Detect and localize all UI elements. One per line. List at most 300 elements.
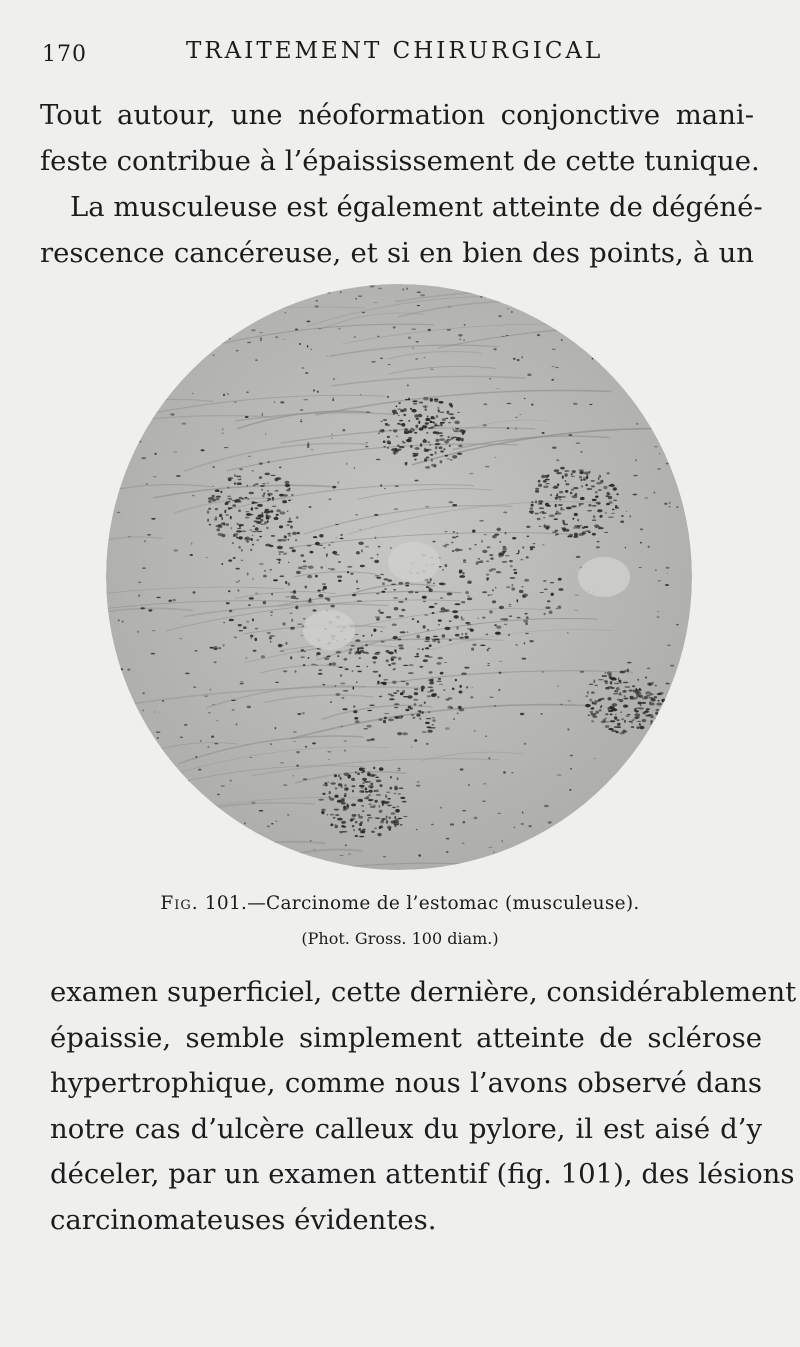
cell-nucleus: [461, 633, 463, 635]
cell-nucleus: [653, 842, 657, 844]
cell-nucleus: [143, 692, 145, 694]
cell-nucleus: [449, 403, 453, 406]
cell-nucleus: [267, 825, 270, 827]
cell-nucleus: [403, 414, 406, 416]
cell-nucleus: [208, 500, 211, 503]
cell-nucleus: [244, 324, 248, 325]
cell-nucleus: [435, 451, 437, 454]
cell-nucleus: [506, 335, 509, 336]
cell-nucleus: [639, 723, 641, 725]
cell-nucleus: [428, 687, 434, 689]
cell-nucleus: [573, 403, 578, 405]
cell-nucleus: [444, 662, 447, 663]
cell-nucleus: [331, 542, 335, 543]
cell-nucleus: [149, 747, 150, 748]
cell-nucleus: [280, 511, 286, 514]
cell-nucleus: [311, 349, 313, 350]
cell-nucleus: [438, 409, 440, 412]
cell-nucleus: [380, 484, 382, 487]
cell-nucleus: [342, 831, 348, 833]
cell-nucleus: [255, 849, 257, 851]
cell-nucleus: [566, 507, 572, 510]
cell-nucleus: [276, 509, 281, 512]
cell-nucleus: [450, 417, 455, 420]
cell-nucleus: [628, 690, 633, 691]
cell-nucleus: [263, 601, 266, 605]
cell-nucleus: [326, 553, 328, 555]
cell-nucleus: [607, 494, 611, 495]
cell-nucleus: [545, 479, 550, 481]
cell-nucleus: [352, 790, 354, 793]
cell-nucleus: [287, 521, 292, 523]
cell-nucleus: [276, 559, 281, 561]
cell-nucleus: [107, 840, 109, 842]
cell-nucleus: [508, 606, 511, 607]
cell-nucleus: [399, 423, 404, 425]
cell-nucleus: [133, 713, 137, 715]
cell-nucleus: [359, 785, 365, 788]
cell-nucleus: [600, 698, 604, 700]
cell-nucleus: [151, 518, 155, 520]
cell-nucleus: [593, 515, 595, 518]
cell-nucleus: [239, 525, 241, 528]
cell-nucleus: [379, 767, 384, 771]
cell-nucleus: [597, 509, 602, 512]
cell-nucleus: [414, 739, 417, 742]
cell-nucleus: [379, 805, 381, 808]
cell-nucleus: [430, 421, 433, 424]
cell-nucleus: [334, 809, 340, 811]
cell-nucleus: [247, 485, 249, 487]
cell-nucleus: [498, 661, 502, 662]
cell-nucleus: [237, 528, 241, 529]
cell-nucleus: [216, 720, 219, 721]
cell-nucleus: [506, 586, 511, 588]
cell-nucleus: [518, 550, 520, 553]
cell-nucleus: [147, 534, 151, 536]
cell-nucleus: [327, 664, 329, 665]
cell-nucleus: [366, 442, 369, 443]
cell-nucleus: [423, 397, 429, 401]
cell-nucleus: [540, 850, 543, 852]
cell-nucleus: [625, 547, 626, 549]
cell-nucleus: [672, 410, 675, 412]
cell-nucleus: [342, 826, 346, 828]
cell-nucleus: [599, 709, 602, 711]
cell-nucleus: [356, 588, 359, 589]
cell-nucleus: [412, 347, 413, 349]
cell-nucleus: [347, 805, 349, 808]
cell-nucleus: [414, 688, 418, 690]
cell-nucleus: [212, 355, 215, 356]
cell-nucleus: [207, 510, 210, 514]
cell-nucleus: [225, 523, 229, 526]
cell-nucleus: [690, 674, 694, 676]
cell-nucleus: [259, 462, 263, 464]
cell-nucleus: [487, 546, 491, 548]
cell-nucleus: [276, 477, 282, 480]
cell-nucleus: [407, 695, 412, 698]
cell-nucleus: [415, 425, 418, 428]
cell-nucleus: [651, 698, 656, 701]
cell-nucleus: [608, 728, 613, 730]
cell-nucleus: [315, 665, 318, 666]
cell-nucleus: [538, 480, 541, 483]
cell-nucleus: [586, 530, 591, 532]
cell-nucleus: [440, 597, 444, 598]
cell-nucleus: [300, 421, 302, 422]
cell-nucleus: [379, 696, 382, 698]
cell-nucleus: [577, 519, 579, 522]
cell-nucleus: [414, 692, 418, 695]
cell-nucleus: [509, 616, 512, 617]
cell-nucleus: [362, 635, 364, 637]
cell-nucleus: [689, 705, 691, 707]
cell-nucleus: [285, 642, 287, 645]
cell-nucleus: [633, 494, 638, 496]
cell-nucleus: [420, 294, 425, 296]
cell-nucleus: [256, 539, 259, 541]
cell-nucleus: [368, 790, 372, 793]
cell-nucleus: [640, 528, 643, 530]
cell-nucleus: [162, 700, 164, 702]
cell-nucleus: [623, 705, 628, 708]
cell-nucleus: [440, 460, 443, 463]
cell-nucleus: [507, 427, 509, 429]
cell-nucleus: [446, 851, 449, 852]
cell-nucleus: [576, 556, 581, 558]
cell-nucleus: [106, 715, 109, 716]
cell-nucleus: [459, 570, 463, 573]
cell-nucleus: [426, 586, 429, 588]
cell-nucleus: [655, 569, 657, 571]
cell-nucleus: [355, 835, 359, 837]
cell-nucleus: [340, 291, 342, 293]
cell-nucleus: [555, 513, 557, 515]
cell-nucleus: [356, 681, 358, 683]
cell-nucleus: [649, 703, 655, 706]
cell-nucleus: [588, 504, 591, 507]
cell-nucleus: [387, 579, 392, 581]
cell-nucleus: [530, 547, 533, 550]
cell-nucleus: [447, 329, 452, 330]
cell-nucleus: [300, 635, 303, 636]
cell-nucleus: [364, 781, 370, 783]
cell-nucleus: [573, 536, 577, 538]
cell-nucleus: [335, 869, 339, 871]
cell-nucleus: [266, 527, 269, 530]
cell-nucleus: [355, 634, 359, 635]
cell-nucleus: [297, 624, 302, 625]
cell-nucleus: [382, 582, 385, 585]
cell-nucleus: [141, 607, 145, 609]
cell-nucleus: [370, 783, 373, 785]
cell-nucleus: [271, 535, 275, 537]
cell-nucleus: [267, 490, 269, 492]
cell-nucleus: [585, 695, 588, 697]
cell-nucleus: [483, 783, 487, 784]
cell-nucleus: [415, 358, 418, 359]
cell-nucleus: [269, 637, 272, 640]
cell-nucleus: [642, 697, 645, 699]
cell-nucleus: [666, 567, 670, 569]
cell-nucleus: [692, 831, 694, 834]
cell-nucleus: [426, 457, 430, 459]
cell-nucleus: [323, 784, 327, 786]
cell-nucleus: [357, 773, 360, 775]
cell-nucleus: [453, 718, 455, 720]
cell-nucleus: [316, 300, 319, 302]
cell-nucleus: [411, 714, 414, 715]
cell-nucleus: [692, 626, 694, 628]
cell-nucleus: [581, 479, 583, 481]
cell-nucleus: [396, 405, 398, 407]
cell-nucleus: [448, 307, 452, 308]
cell-nucleus: [457, 438, 461, 441]
cell-nucleus: [172, 372, 175, 373]
cell-nucleus: [142, 568, 146, 569]
cell-nucleus: [430, 578, 432, 581]
cell-nucleus: [365, 546, 369, 547]
cell-nucleus: [511, 587, 515, 590]
cell-nucleus: [355, 821, 358, 823]
cell-nucleus: [129, 869, 131, 871]
cell-nucleus: [152, 772, 154, 774]
cell-nucleus: [490, 557, 494, 560]
cell-nucleus: [346, 788, 348, 790]
cell-nucleus: [293, 741, 295, 742]
cell-nucleus: [412, 400, 418, 402]
cell-nucleus: [204, 354, 208, 355]
cell-nucleus: [496, 626, 501, 629]
cell-nucleus: [395, 485, 399, 487]
cell-nucleus: [479, 520, 484, 522]
cell-nucleus: [293, 590, 296, 594]
cell-nucleus: [554, 518, 558, 520]
cell-nucleus: [668, 506, 671, 507]
cell-nucleus: [582, 527, 585, 529]
cell-nucleus: [688, 527, 689, 529]
cell-nucleus: [108, 428, 111, 429]
cell-nucleus: [423, 405, 428, 407]
cell-nucleus: [514, 572, 517, 574]
cell-nucleus: [482, 801, 486, 802]
cell-nucleus: [221, 517, 223, 520]
cell-nucleus: [261, 655, 265, 658]
cell-nucleus: [380, 825, 383, 828]
cell-nucleus: [488, 648, 491, 649]
cell-nucleus: [351, 778, 355, 781]
cell-nucleus: [218, 647, 222, 649]
cell-nucleus: [384, 578, 389, 580]
cell-nucleus: [459, 685, 462, 688]
cell-nucleus: [535, 490, 539, 493]
cell-nucleus: [449, 413, 455, 415]
cell-nucleus: [564, 473, 567, 477]
cell-nucleus: [193, 591, 196, 593]
cell-nucleus: [246, 511, 250, 512]
cell-nucleus: [272, 500, 274, 501]
cell-nucleus: [613, 693, 618, 695]
cell-nucleus: [228, 501, 230, 503]
cell-nucleus: [614, 726, 620, 728]
cell-nucleus: [337, 818, 343, 821]
cell-nucleus: [255, 593, 259, 595]
cell-nucleus: [378, 432, 380, 434]
cell-nucleus: [587, 807, 591, 808]
cell-nucleus: [479, 288, 483, 290]
cell-nucleus: [666, 683, 670, 685]
cell-nucleus: [241, 530, 246, 532]
cell-nucleus: [614, 716, 617, 719]
cell-nucleus: [432, 639, 436, 642]
cell-nucleus: [275, 336, 278, 338]
cell-nucleus: [359, 836, 364, 838]
cell-nucleus: [604, 718, 606, 720]
cell-nucleus: [290, 656, 292, 659]
cell-nucleus: [280, 762, 284, 763]
cell-nucleus: [252, 535, 254, 536]
cell-nucleus: [151, 653, 156, 655]
cell-nucleus: [389, 651, 394, 654]
cell-nucleus: [464, 324, 466, 326]
cell-nucleus: [513, 569, 517, 571]
cell-nucleus: [462, 430, 465, 433]
cell-nucleus: [140, 377, 144, 380]
cell-nucleus: [271, 475, 276, 476]
cell-nucleus: [434, 398, 439, 400]
cell-nucleus: [521, 823, 525, 825]
cell-nucleus: [214, 859, 218, 860]
cell-nucleus: [367, 814, 372, 816]
cell-nucleus: [623, 698, 628, 700]
cell-nucleus: [351, 645, 355, 647]
cell-nucleus: [363, 728, 368, 729]
cell-nucleus: [396, 436, 399, 437]
cell-nucleus: [679, 417, 682, 418]
cell-nucleus: [524, 642, 526, 644]
cell-nucleus: [388, 798, 391, 800]
cell-nucleus: [355, 514, 358, 515]
cell-nucleus: [275, 727, 277, 729]
cell-nucleus: [616, 687, 620, 690]
cell-nucleus: [685, 808, 689, 810]
cell-nucleus: [611, 484, 614, 488]
cell-nucleus: [522, 811, 523, 813]
cell-nucleus: [622, 851, 623, 853]
cell-nucleus: [655, 718, 658, 720]
text-line: feste contribue à l’épaississement de cette tunique.: [40, 145, 760, 177]
cell-nucleus: [644, 498, 648, 499]
cell-nucleus: [438, 678, 441, 680]
cell-nucleus: [330, 701, 332, 703]
cell-nucleus: [377, 554, 379, 556]
cell-nucleus: [229, 619, 234, 621]
cell-nucleus: [581, 485, 583, 487]
cell-nucleus: [589, 684, 594, 685]
cell-nucleus: [398, 415, 400, 416]
cell-nucleus: [412, 618, 415, 620]
cell-nucleus: [351, 818, 355, 821]
cell-nucleus: [152, 774, 155, 776]
cell-nucleus: [563, 521, 565, 525]
cell-nucleus: [255, 507, 259, 509]
cell-nucleus: [449, 501, 454, 503]
cell-nucleus: [631, 721, 633, 724]
cell-nucleus: [226, 602, 230, 604]
cell-nucleus: [591, 485, 595, 487]
cell-nucleus: [659, 453, 660, 455]
cell-nucleus: [223, 622, 225, 624]
text-line: déceler, par un examen attentif (fig. 101), des lésions: [50, 1158, 795, 1191]
cell-nucleus: [387, 447, 389, 449]
cell-nucleus: [655, 712, 658, 715]
cell-nucleus: [564, 470, 569, 472]
cell-nucleus: [608, 516, 614, 518]
cell-nucleus: [586, 704, 591, 707]
cell-nucleus: [470, 696, 473, 698]
cell-nucleus: [440, 450, 444, 452]
cell-nucleus: [598, 832, 602, 834]
cell-nucleus: [604, 532, 608, 533]
cell-nucleus: [628, 771, 632, 773]
cell-nucleus: [524, 398, 526, 399]
cell-nucleus: [370, 786, 373, 788]
cell-nucleus: [448, 436, 450, 437]
cell-nucleus: [402, 801, 407, 803]
cell-nucleus: [357, 799, 363, 802]
cell-nucleus: [253, 650, 257, 652]
cell-nucleus: [343, 429, 346, 431]
cell-nucleus: [216, 525, 222, 527]
cell-nucleus: [330, 568, 336, 570]
cell-nucleus: [341, 697, 344, 699]
cell-nucleus: [240, 681, 244, 682]
cell-nucleus: [587, 510, 592, 511]
cell-nucleus: [297, 713, 301, 715]
cell-nucleus: [657, 700, 659, 702]
cell-nucleus: [620, 521, 624, 523]
cell-nucleus: [424, 449, 429, 452]
cell-nucleus: [174, 549, 178, 552]
cell-nucleus: [573, 487, 578, 489]
cell-nucleus: [450, 459, 453, 461]
cell-nucleus: [127, 798, 129, 800]
cell-nucleus: [465, 633, 468, 635]
cell-nucleus: [595, 711, 599, 714]
cell-nucleus: [117, 741, 121, 744]
cell-nucleus: [414, 432, 417, 434]
cell-nucleus: [349, 648, 352, 651]
cell-nucleus: [257, 504, 263, 507]
cell-nucleus: [595, 491, 598, 493]
cell-nucleus: [321, 809, 326, 811]
cell-nucleus: [393, 636, 398, 640]
cell-nucleus: [472, 644, 476, 646]
cell-nucleus: [237, 325, 239, 326]
cell-nucleus: [494, 705, 496, 707]
cell-nucleus: [359, 768, 363, 771]
cell-nucleus: [492, 863, 495, 864]
cell-nucleus: [499, 557, 501, 558]
cell-nucleus: [428, 329, 431, 331]
cell-nucleus: [394, 787, 398, 791]
cell-nucleus: [347, 775, 350, 779]
cell-nucleus: [417, 781, 420, 783]
cell-nucleus: [338, 775, 340, 777]
cell-nucleus: [613, 678, 616, 680]
cell-nucleus: [351, 785, 355, 787]
